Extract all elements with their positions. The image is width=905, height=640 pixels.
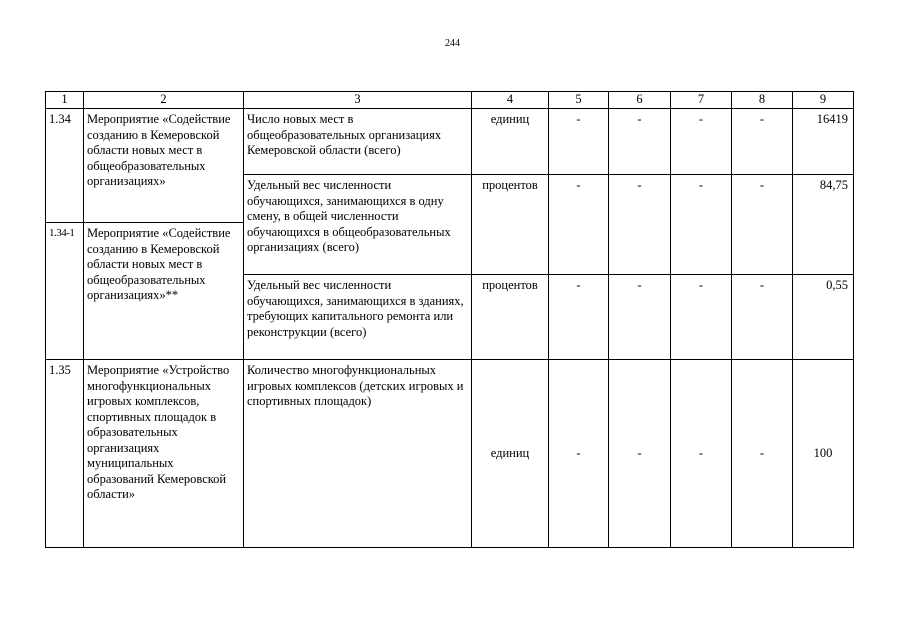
value-col-7: - xyxy=(671,360,732,548)
indicator-name: Удельный вес численности обучающихся, занимающихся в зданиях, требующих капитального ремонта или реконструкции (всего) xyxy=(244,275,472,360)
table-row xyxy=(46,360,854,548)
header-col-9: 9 xyxy=(793,92,854,109)
event-name: Мероприятие «Содействие созданию в Кемеровской области новых мест в общеобразовательных организациях»** xyxy=(84,223,244,360)
value-col-9: 16419 xyxy=(793,109,854,175)
header-col-3: 3 xyxy=(244,92,472,109)
value-col-6: - xyxy=(609,175,671,275)
indicator-unit: процентов xyxy=(472,175,549,275)
event-name: Мероприятие «Устройство многофункциональных игровых комплексов, спортивных площадок в образовательных организациях муниципальных образований Кемеровской области» xyxy=(84,360,244,548)
indicator-unit: единиц xyxy=(472,360,549,548)
value-col-9: 0,55 xyxy=(793,275,854,360)
indicator-unit: единиц xyxy=(472,109,549,175)
indicator-unit: процентов xyxy=(472,275,549,360)
indicator-name: Количество многофункциональных игровых комплексов (детских игровых и спортивных площадок) xyxy=(244,360,472,548)
row-number: 1.34 xyxy=(46,109,84,223)
header-col-8: 8 xyxy=(732,92,793,109)
value-col-8: - xyxy=(732,275,793,360)
value-col-8: - xyxy=(732,175,793,275)
value-col-7: - xyxy=(671,275,732,360)
table-row xyxy=(46,109,854,175)
row-number: 1.35 xyxy=(46,360,84,548)
header-row xyxy=(46,92,854,109)
value-col-6: - xyxy=(609,109,671,175)
header-col-1: 1 xyxy=(46,92,84,109)
indicator-name: Удельный вес численности обучающихся, занимающихся в одну смену, в общей численности обучающихся в общеобразовательных организациях (всего) xyxy=(244,175,472,275)
value-col-7: - xyxy=(671,109,732,175)
value-col-8: - xyxy=(732,109,793,175)
value-col-6: - xyxy=(609,275,671,360)
indicator-name: Число новых мест в общеобразовательных организациях Кемеровской области (всего) xyxy=(244,109,472,175)
value-col-8: - xyxy=(732,360,793,548)
value-col-6: - xyxy=(609,360,671,548)
header-col-5: 5 xyxy=(549,92,609,109)
header-col-7: 7 xyxy=(671,92,732,109)
value-col-9: 84,75 xyxy=(793,175,854,275)
value-col-5: - xyxy=(549,360,609,548)
event-name: Мероприятие «Содействие созданию в Кемеровской области новых мест в общеобразовательных организациях» xyxy=(84,109,244,223)
header-col-2: 2 xyxy=(84,92,244,109)
value-col-9: 100 xyxy=(793,360,854,548)
indicators-table xyxy=(45,91,854,548)
page-number: 244 xyxy=(445,38,460,49)
row-number: 1.34-1 xyxy=(46,223,84,360)
value-col-5: - xyxy=(549,175,609,275)
header-col-4: 4 xyxy=(472,92,549,109)
value-col-5: - xyxy=(549,275,609,360)
header-col-6: 6 xyxy=(609,92,671,109)
value-col-5: - xyxy=(549,109,609,175)
value-col-7: - xyxy=(671,175,732,275)
